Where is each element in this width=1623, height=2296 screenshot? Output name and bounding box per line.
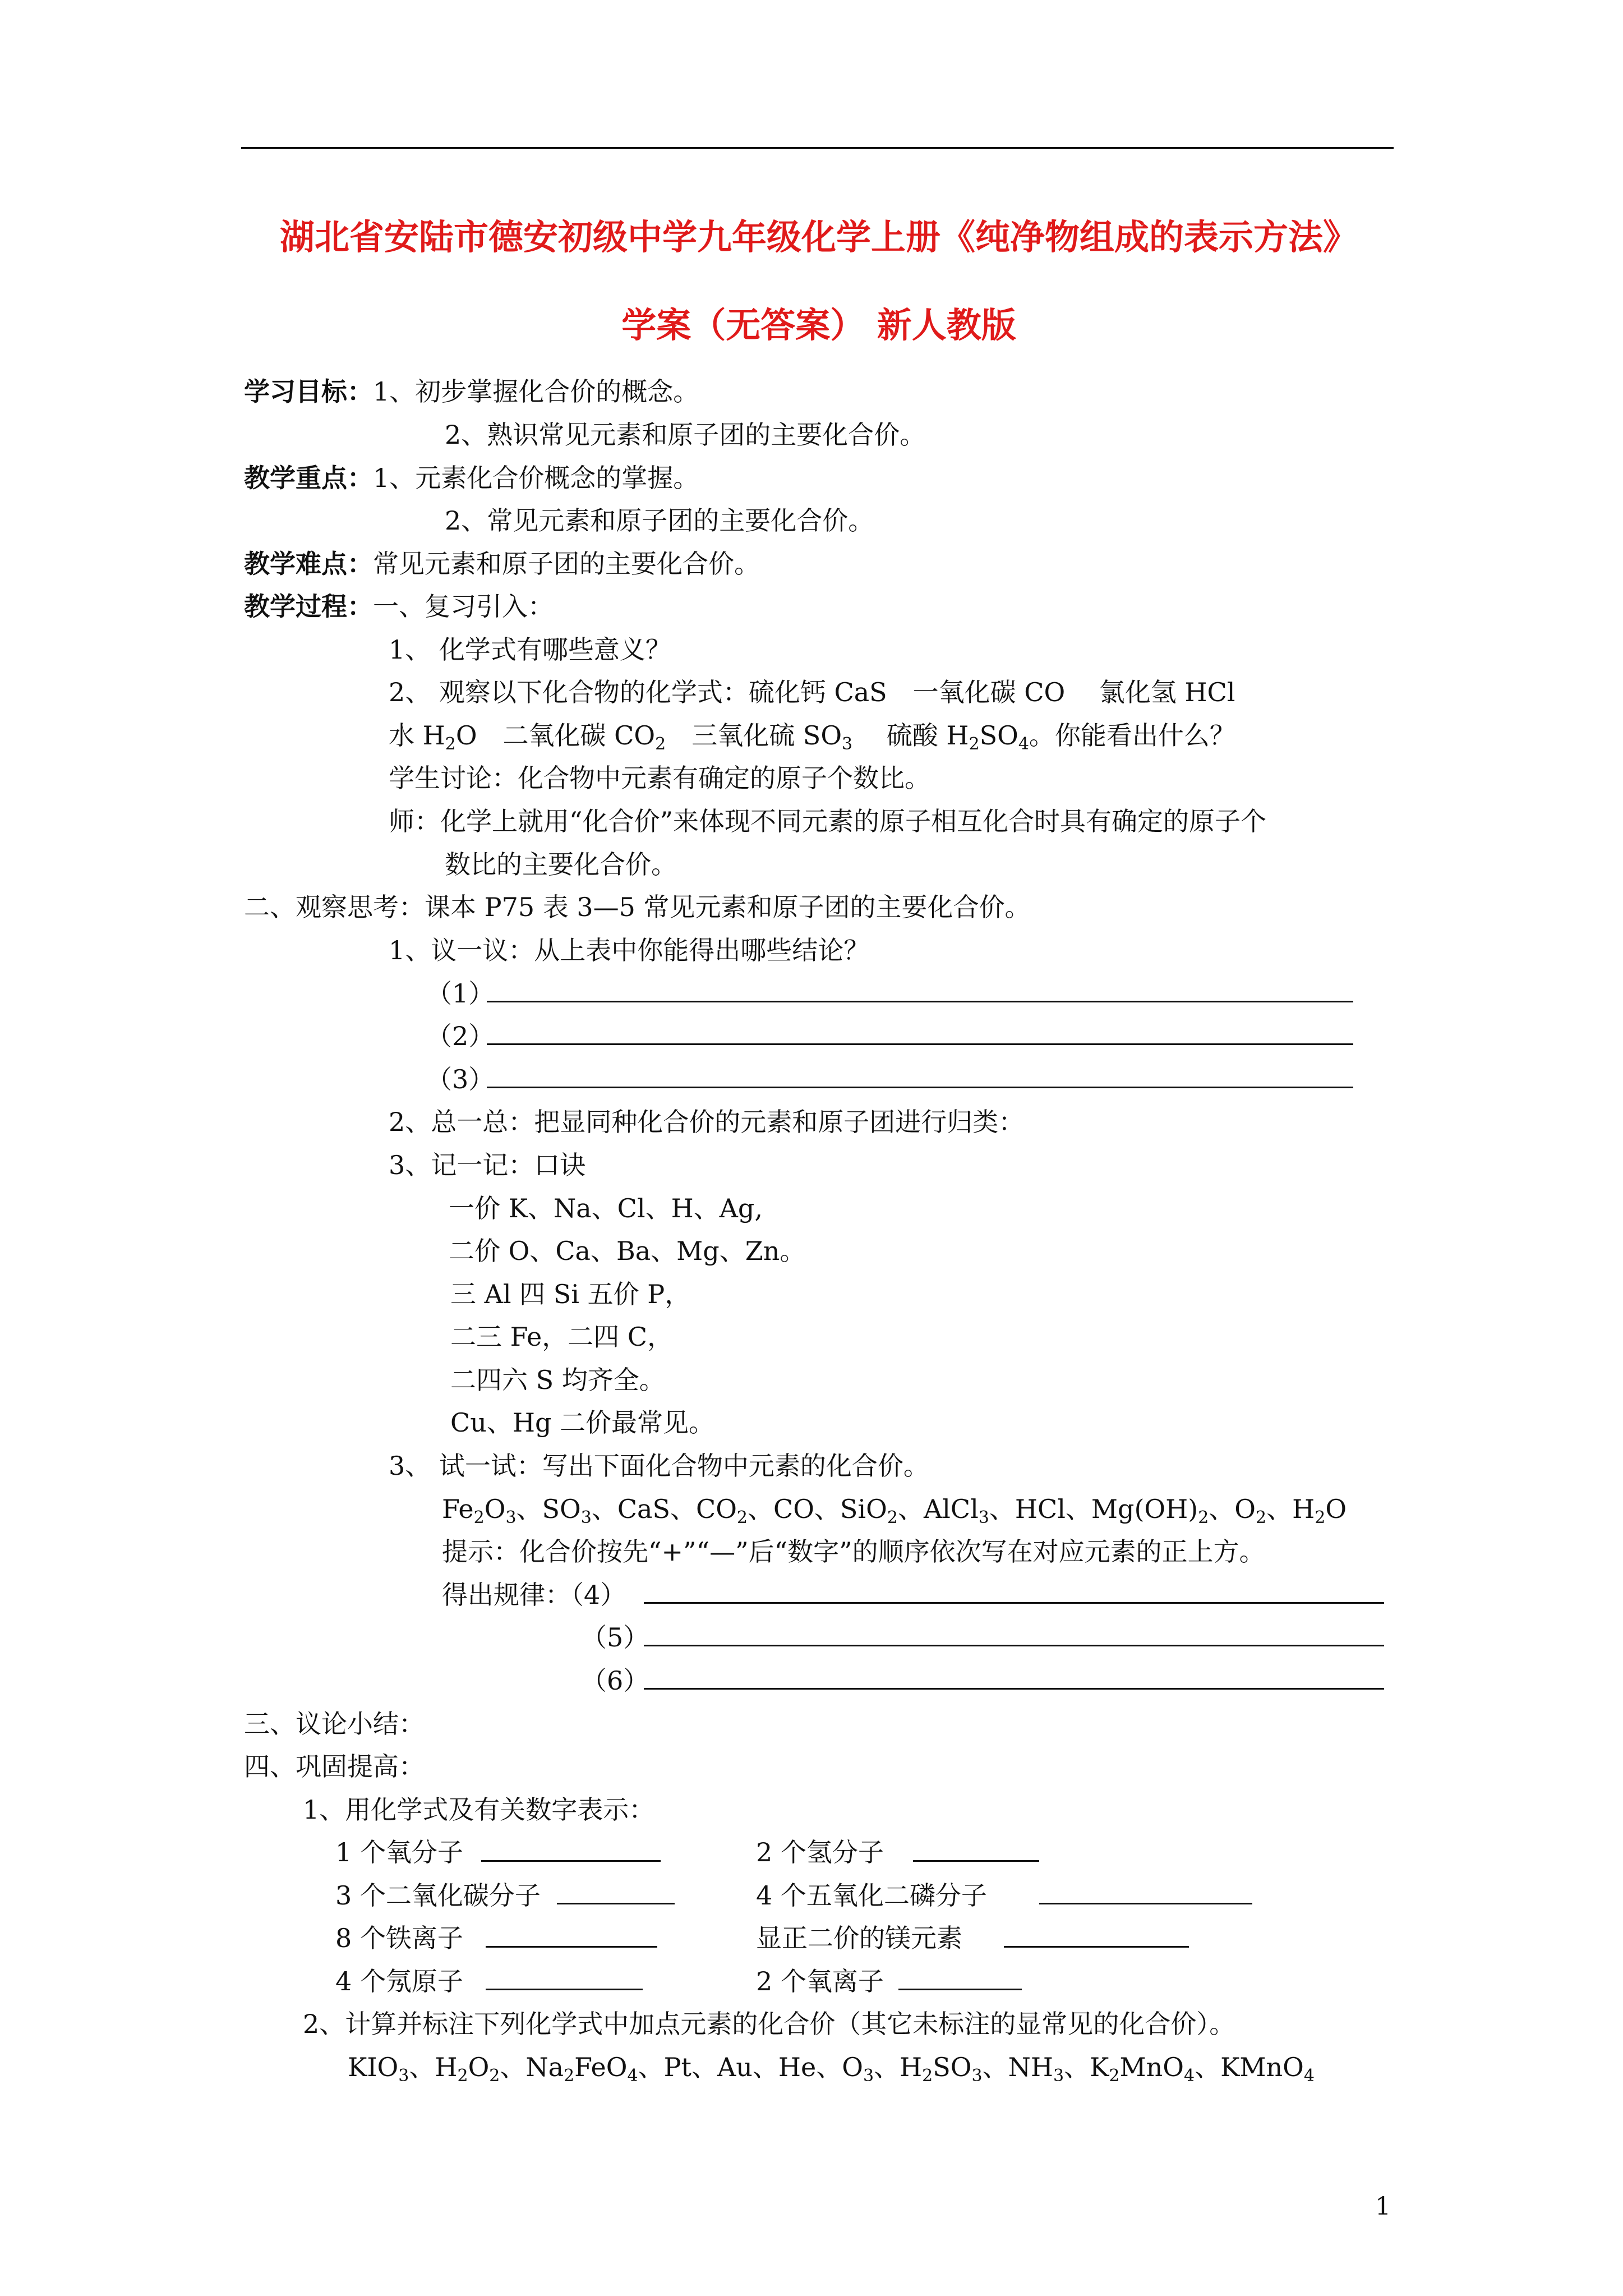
subscript: 3 [971, 2066, 983, 2086]
question-2-2: 2、总一总：把显同种化合价的元素和原子团进行归类： [389, 1107, 1025, 1137]
teacher-note-b: 数比的主要化合价。 [445, 849, 677, 880]
formula-text: 三氧化硫 SO [666, 720, 842, 751]
fill-label: 4 个氖原子 [335, 1966, 463, 1996]
difficulty-text: 常见元素和原子团的主要化合价。 [373, 549, 760, 579]
fill-blank[interactable] [1004, 1946, 1189, 1948]
rule-blank-4[interactable] [644, 1602, 1384, 1604]
formula-text: MnO [1119, 2052, 1184, 2082]
subscript: 2 [969, 734, 980, 754]
rule-blank-6[interactable] [644, 1688, 1384, 1690]
formula-text: O [1325, 1494, 1347, 1524]
subscript: 2 [1198, 1508, 1209, 1527]
rhyme-line-2: 二价 O、Ca、Ba、Mg、Zn。 [449, 1236, 806, 1266]
subscript: 4 [1303, 2066, 1315, 2086]
student-discussion: 学生讨论：化合物中元素有确定的原子个数比。 [389, 763, 930, 793]
subscript: 2 [489, 2066, 500, 2086]
fill-label: 2 个氢分子 [756, 1837, 884, 1867]
formula-text: FeO [574, 2052, 628, 2082]
fill-blank[interactable] [557, 1903, 675, 1904]
formula-text: 水 H [389, 720, 445, 751]
fill-label: 显正二价的镁元素 [756, 1923, 962, 1953]
formula-text: 、K [1064, 2052, 1109, 2082]
subscript: 3 [842, 734, 853, 754]
question-4-2: 2、计算并标注下列化学式中加点元素的化合价（其它未标注的显常见的化合价）。 [303, 2009, 1235, 2039]
fill-blank[interactable] [486, 1989, 643, 1990]
formula-list [348, 2050, 1315, 2084]
teacher-note-a: 师：化学上就用“化合价”来体现不同元素的原子相互化合时具有确定的原子个 [389, 806, 1267, 836]
objective-2: 2、熟识常见元素和原子团的主要化合价。 [445, 420, 926, 450]
question-4-1: 1、用化学式及有关数字表示： [303, 1795, 655, 1825]
formula-text: 、Na [500, 2052, 564, 2082]
formula-text: Fe [442, 1494, 474, 1524]
answer-blank-3[interactable] [487, 1087, 1353, 1088]
blank-label-2: （2） [426, 1021, 495, 1051]
formula-text: O [468, 2052, 490, 2082]
question-1-2-b [389, 719, 1235, 752]
question-2-1: 1、议一议：从上表中你能得出哪些结论？ [389, 935, 870, 965]
fill-blank[interactable] [913, 1860, 1039, 1862]
rule-label-5: （5） [581, 1622, 649, 1653]
subscript: 3 [580, 1508, 592, 1527]
subscript: 2 [922, 2066, 933, 2086]
question-2-3: 3、记一记：口诀 [389, 1150, 586, 1180]
subscript: 2 [736, 1508, 748, 1527]
subscript: 2 [1109, 2066, 1120, 2086]
objectives-row [244, 375, 699, 408]
answer-blank-1[interactable] [487, 1001, 1353, 1002]
formula-text: SO [933, 2052, 972, 2082]
formula-text: 。你能看出什么？ [1029, 720, 1235, 751]
difficulty-row [244, 547, 760, 581]
formula-text: 、AlCl [897, 1494, 979, 1524]
difficulty-label: 教学难点： [244, 549, 373, 579]
formula-text: 、SO [516, 1494, 581, 1524]
section-3-heading: 三、议论小结： [244, 1709, 425, 1739]
objectives-label: 学习目标： [244, 376, 373, 407]
rule-label-4: 得出规律：（4） [442, 1580, 626, 1610]
formula-text: 硫酸 H [852, 720, 969, 751]
formula-text: 、H [409, 2052, 458, 2082]
question-1-2-a: 2、 观察以下化合物的化学式：硫化钙 CaS 一氧化碳 CO 氯化氢 HCl [389, 677, 1235, 707]
rhyme-line-6: Cu、Hg 二价最常见。 [450, 1407, 715, 1438]
objective-1: 1、初步掌握化合价的概念。 [373, 376, 699, 407]
answer-blank-2[interactable] [487, 1043, 1353, 1045]
formula-text: 、O [1209, 1494, 1256, 1524]
fill-blank[interactable] [486, 1946, 657, 1948]
hint-text: 提示：化合价按先“+”“—”后“数字”的顺序依次写在对应元素的正上方。 [442, 1536, 1265, 1567]
subscript: 4 [1018, 734, 1029, 754]
subscript: 3 [398, 2066, 409, 2086]
process-label: 教学过程： [244, 591, 373, 622]
subscript: 2 [655, 734, 666, 754]
doc-title-line2: 学案（无答案） 新人教版 [621, 305, 1016, 346]
formula-text: 、CO、SiO [748, 1494, 887, 1524]
fill-blank[interactable] [1039, 1903, 1252, 1904]
key-points-row [244, 461, 699, 495]
page-number: 1 [1375, 2192, 1391, 2221]
formula-text: 、Pt、Au、He、O [638, 2052, 863, 2082]
subscript: 2 [887, 1508, 898, 1527]
subscript: 4 [1183, 2066, 1195, 2086]
subscript: 4 [627, 2066, 638, 2086]
question-2-4: 3、 试一试：写出下面化合物中元素的化合价。 [389, 1451, 929, 1481]
formula-text: KIO [348, 2052, 399, 2082]
fill-label: 4 个五氧化二磷分子 [756, 1880, 987, 1911]
key-points-label: 教学重点： [244, 463, 373, 493]
doc-title-line1: 湖北省安陆市德安初级中学九年级化学上册《纯净物组成的表示方法》 [279, 217, 1358, 257]
formula-text: 、H [1266, 1494, 1315, 1524]
subscript: 2 [1256, 1508, 1267, 1527]
subscript: 2 [564, 2066, 575, 2086]
section-2-heading: 二、观察思考：课本 P75 表 3—5 常见元素和原子团的主要化合价。 [244, 892, 1031, 922]
formula-text: SO [979, 720, 1018, 751]
formula-text: 、KMnO [1195, 2052, 1304, 2082]
subscript: 2 [445, 734, 456, 754]
fill-label: 2 个氧离子 [756, 1966, 884, 1996]
formula-text: 、H [874, 2052, 923, 2082]
subscript: 3 [863, 2066, 874, 2086]
formula-text: 、CaS、CO [591, 1494, 737, 1524]
blank-label-1: （1） [426, 978, 495, 1009]
rhyme-line-4: 二三 Fe，二四 C， [450, 1322, 674, 1352]
subscript: 3 [505, 1508, 517, 1527]
fill-blank[interactable] [481, 1860, 661, 1862]
subscript: 2 [473, 1508, 485, 1527]
rhyme-line-1: 一价 K、Na、Cl、H、Ag, [449, 1193, 763, 1223]
formula-text: 、HCl、Mg(OH) [989, 1494, 1198, 1524]
fill-blank[interactable] [898, 1989, 1022, 1990]
question-1-1: 1、 化学式有哪些意义？ [389, 634, 671, 665]
compound-list [442, 1492, 1347, 1526]
rhyme-line-3: 三 Al 四 Si 五价 P， [450, 1279, 691, 1309]
section-4-heading: 四、巩固提高： [244, 1751, 425, 1782]
rule-label-6: （6） [581, 1665, 649, 1696]
rule-blank-5[interactable] [644, 1645, 1384, 1646]
blank-label-3: （3） [426, 1064, 495, 1094]
process-row [244, 590, 554, 623]
fill-label: 8 个铁离子 [335, 1923, 463, 1953]
key-point-2: 2、常见元素和原子团的主要化合价。 [445, 505, 874, 536]
header-rule [241, 147, 1394, 149]
subscript: 2 [1315, 1508, 1326, 1527]
formula-text: O [484, 1494, 506, 1524]
rhyme-line-5: 二四六 S 均齐全。 [450, 1365, 665, 1395]
subscript: 3 [1053, 2066, 1064, 2086]
formula-text: 、NH [982, 2052, 1053, 2082]
fill-label: 1 个氧分子 [335, 1837, 463, 1867]
key-point-1: 1、元素化合价概念的掌握。 [373, 463, 699, 493]
fill-label: 3 个二氧化碳分子 [335, 1880, 541, 1911]
subscript: 3 [978, 1508, 989, 1527]
formula-text: O 二氧化碳 CO [455, 720, 656, 751]
section-1-heading: 一、复习引入： [373, 591, 554, 622]
subscript: 2 [457, 2066, 468, 2086]
